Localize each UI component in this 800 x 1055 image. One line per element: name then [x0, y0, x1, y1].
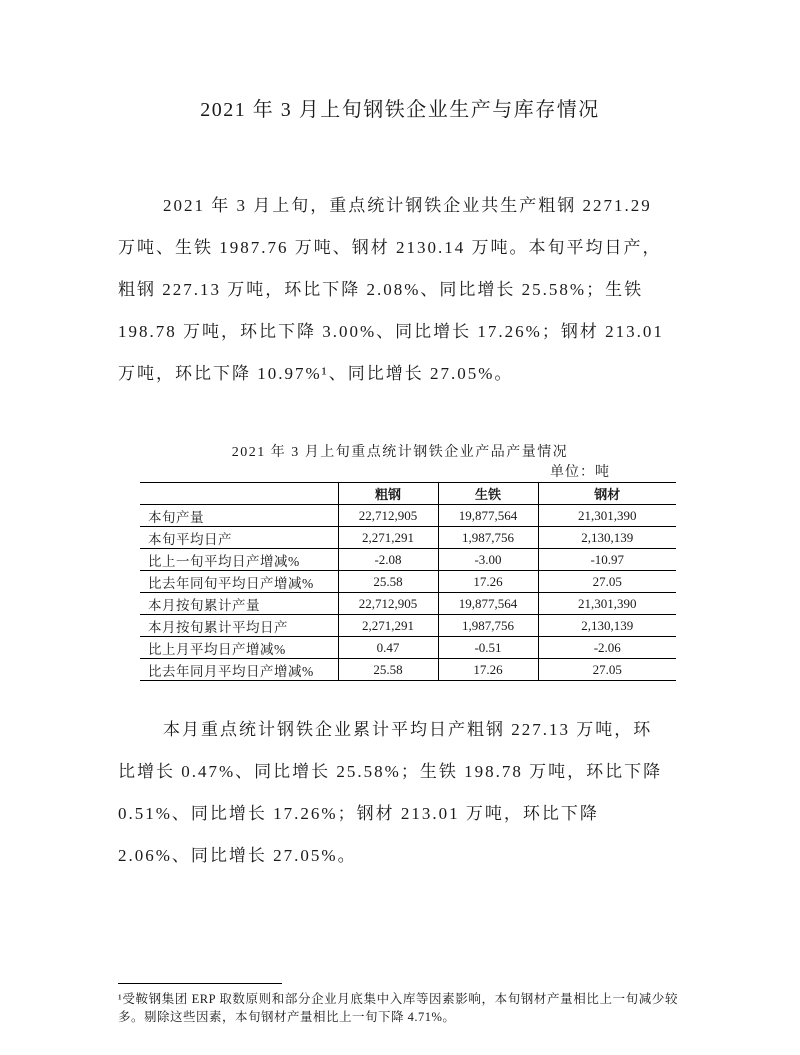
table-header-crude-steel: 粗钢 — [338, 483, 438, 505]
table-row — [140, 571, 676, 593]
paragraph-summary-decade — [118, 185, 680, 395]
cell-value: 2,271,291 — [338, 615, 438, 637]
paragraph-line: 2021 年 3 月上旬，重点统计钢铁企业共生产粗钢 2271.29 — [163, 196, 652, 215]
cell-value: 22,712,905 — [338, 593, 438, 615]
table-header-empty — [140, 483, 338, 505]
row-label: 本月按旬累计平均日产 — [140, 615, 338, 637]
table-header-pig-iron: 生铁 — [438, 483, 538, 505]
paragraph-line: 0.51%、同比增长 17.26%；钢材 213.01 万吨，环比下降 — [118, 804, 599, 823]
production-table-section — [0, 443, 800, 681]
paragraph-line: 万吨、生铁 1987.76 万吨、钢材 2130.14 万吨。本旬平均日产， — [118, 238, 662, 257]
cell-value: 27.05 — [538, 659, 676, 681]
cell-value: 1,987,756 — [438, 615, 538, 637]
row-label: 本旬产量 — [140, 505, 338, 527]
cell-value: 25.58 — [338, 571, 438, 593]
cell-value: -2.06 — [538, 637, 676, 659]
table-row — [140, 527, 676, 549]
paragraph-line: 本月重点统计钢铁企业累计平均日产粗钢 227.13 万吨，环 — [163, 720, 653, 739]
cell-value: 27.05 — [538, 571, 676, 593]
cell-value: -0.51 — [438, 637, 538, 659]
paragraph-line: 万吨，环比下降 10.97%¹、同比增长 27.05%。 — [118, 364, 514, 383]
cell-value: -3.00 — [438, 549, 538, 571]
cell-value: 2,130,139 — [538, 527, 676, 549]
cell-value: 21,301,390 — [538, 505, 676, 527]
cell-value: 2,271,291 — [338, 527, 438, 549]
footnote-section — [118, 983, 678, 1026]
document-title: 2021 年 3 月上旬钢铁企业生产与库存情况 — [200, 99, 600, 121]
cell-value: -2.08 — [338, 549, 438, 571]
paragraph-line: 比增长 0.47%、同比增长 25.58%；生铁 198.78 万吨，环比下降 — [118, 762, 663, 781]
row-label: 比上一旬平均日产增减% — [140, 549, 338, 571]
cell-value: 17.26 — [438, 659, 538, 681]
footnote-separator — [118, 983, 282, 984]
cell-value: 1,987,756 — [438, 527, 538, 549]
table-row — [140, 615, 676, 637]
row-label: 比去年同旬平均日产增减% — [140, 571, 338, 593]
row-label: 比上月平均日产增减% — [140, 637, 338, 659]
cell-value: 25.58 — [338, 659, 438, 681]
cell-value: 22,712,905 — [338, 505, 438, 527]
paragraph-line: 粗钢 227.13 万吨，环比下降 2.08%、同比增长 25.58%；生铁 — [118, 280, 644, 299]
paragraph-line: 198.78 万吨，环比下降 3.00%、同比增长 17.26%；钢材 213.01 — [118, 322, 664, 341]
table-row — [140, 505, 676, 527]
cell-value: 0.47 — [338, 637, 438, 659]
cell-value: 17.26 — [438, 571, 538, 593]
cell-value: 21,301,390 — [538, 593, 676, 615]
cell-value: -10.97 — [538, 549, 676, 571]
table-unit-label: 单位：吨 — [550, 465, 610, 480]
table-row — [140, 659, 676, 681]
paragraph-summary-month — [118, 709, 680, 877]
row-label: 本月按旬累计产量 — [140, 593, 338, 615]
table-row — [140, 593, 676, 615]
row-label: 本旬平均日产 — [140, 527, 338, 549]
table-header-steel-products: 钢材 — [538, 483, 676, 505]
table-title: 2021 年 3 月上旬重点统计钢铁企业产品产量情况 — [231, 445, 569, 460]
cell-value: 19,877,564 — [438, 593, 538, 615]
table-row — [140, 637, 676, 659]
cell-value: 19,877,564 — [438, 505, 538, 527]
row-label: 比去年同月平均日产增减% — [140, 659, 338, 681]
paragraph-line: 2.06%、同比增长 27.05%。 — [118, 846, 357, 865]
footnote-text: ¹受鞍钢集团 ERP 取数原则和部分企业月底集中入库等因素影响，本旬钢材产量相比上一旬减少较多。剔除这些因素，本旬钢材产量相比上一旬下降 4.71%。 — [118, 992, 678, 1024]
production-table — [140, 482, 676, 681]
table-header-row — [140, 483, 676, 505]
table-row — [140, 549, 676, 571]
cell-value: 2,130,139 — [538, 615, 676, 637]
